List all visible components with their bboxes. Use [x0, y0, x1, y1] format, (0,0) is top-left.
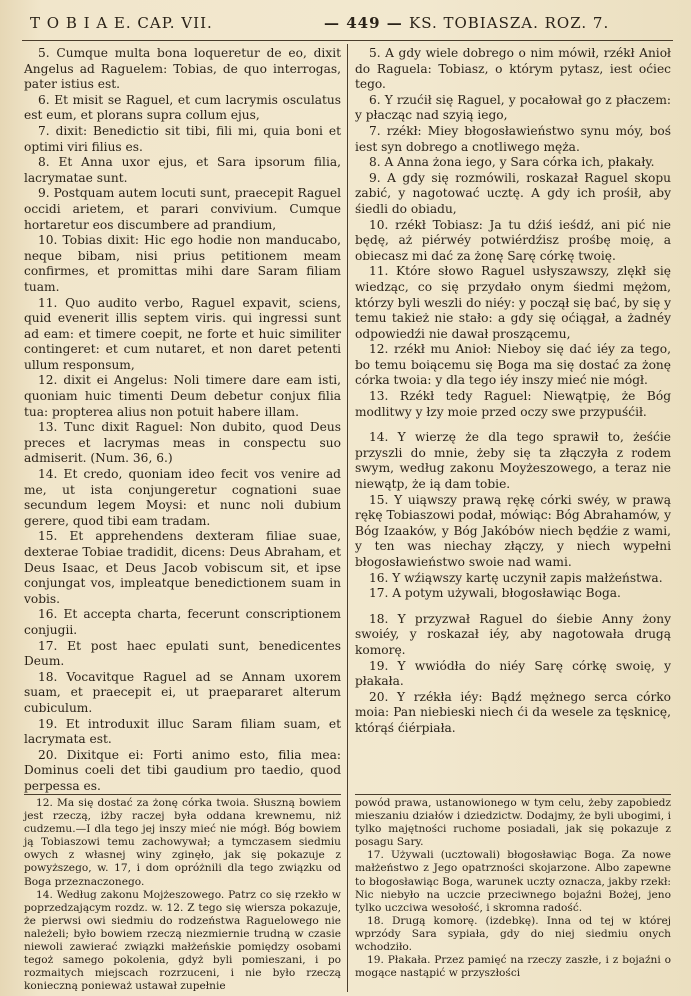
footnote: 19. Płakała. Przez pamięć na rzeczy zaszłe, i z bojaźni o mogące nastąpić w przyszłości [355, 954, 671, 980]
polish-column [355, 46, 671, 737]
header-rule [22, 40, 673, 41]
header-polish-title: KS. TOBIASZA. ROZ. 7. [409, 14, 610, 32]
polish-verse: 5. A gdy wiele dobrego o nim mówił, rzékł Anioł do Raguela: Tobiasz, o którym pytasz, iest oćiec tego. [355, 46, 671, 92]
latin-verse: 13. Tunc dixit Raguel: Non dubito, quod Deus preces et lacrymas meas in conspectu suo admiserit. (Num. 36, 6.) [24, 420, 341, 466]
polish-verse: 6. Y rzućił się Raguel, y pocałował go z płaczem: y płacząc nad szyią iego, [355, 92, 671, 123]
latin-verse: 18. Vocavitque Raguel ad se Annam uxorem suam, et praecepit ei, ut praepararet alterum cubiculum. [24, 669, 341, 715]
page-number: — 449 — [324, 14, 403, 32]
latin-verse: 5. Cumque multa bona loqueretur de eo, dixit Angelus ad Raguelem: Tobias, de quo interrogas, pater istius est. [24, 46, 341, 92]
polish-verse: 17. A potym używali, błogosławiąc Boga. [369, 586, 621, 601]
polish-verse: 16. Y wźiąwszy kartę uczynił zapis małżeństwa. [369, 570, 663, 585]
column-divider [347, 44, 348, 992]
latin-verse: 12. dixit ei Angelus: Noli timere dare eam isti, quoniam huic timenti Deum debetur conjux filia tua: propterea alius non potuit habere illam. [24, 373, 341, 419]
latin-verse: 14. Et credo, quoniam ideo fecit vos venire ad me, ut ista conjungeretur cognationi suae secundum legem Moysi: et nunc noli dubium gerere, quod tibi eam tradam. [24, 467, 341, 528]
footnote-rule-right [355, 794, 671, 795]
latin-verse: 11. Quo audito verbo, Raguel expavit, sciens, quid evenerit illis septem viris. qui ingressi sunt ad eam: et timere coepit, ne forte et huic similiter contingeret: et cum nutaret, et non daret petenti ullum responsum, [24, 295, 341, 372]
footnote: powód prawa, ustanowionego w tym celu, żeby zapobiedz mieszaniu działów i dziedzictw. Dodajmy, że byli ubogimi, i tylko majętności ruchome posiadali, jak się pokazuje z posagu Sary. [355, 797, 671, 849]
latin-verse: 20. Dixitque ei: Forti animo esto, filia mea: Dominus coeli det tibi gaudium pro taedio, quod perpessa es. [24, 747, 341, 793]
latin-verse: 7. dixit: Benedictio sit tibi, fili mi, quia boni et optimi viri filius es. [24, 123, 341, 154]
latin-column [24, 46, 341, 795]
latin-verse: 19. Et introduxit illuc Saram filiam suam, et lacrymata est. [24, 716, 341, 747]
polish-verse: 7. rzékł: Miey błogosławieństwo synu móy, boś iest syn dobrego a cnotliwego męża. [355, 123, 671, 154]
latin-verse: 9. Postquam autem locuti sunt, praecepit Raguel occidi arietem, et parari convivium. Cumque hortaretur eos discumbere ad prandium, [24, 186, 341, 232]
polish-verse: 19. Y wwiódła do niéy Sarę córkę swoię, y płakała. [355, 658, 671, 689]
running-header [24, 14, 671, 36]
polish-verse: 15. Y uiąwszy prawą rękę córki swéy, w prawą rękę Tobiaszowi podał, mówiąc: Bóg Abrahamów, y Bóg Izaaków, y Bóg Jakóbów niech będźie z wami, y ten was niechay złączy, y niech wypełni błogosławieństwo swoie nad wami. [355, 492, 671, 569]
polish-verse: 11. Które słowo Raguel usłyszawszy, zlękł się wiedząc, co się przydało onym śiedmi mężom, którzy byli weszli do niéy: y począł się bać, by się y temu takież nie stało: a gdy się oćiągał, a żadnéy odpowiedźi nie dawał proszącemu, [355, 264, 671, 341]
footnote: 12. Ma się dostać za żonę córka twoia. Słuszną bowiem jest rzeczą, iżby raczej była oddana krewnemu, niż cudzemu.—I dla tego jej inszy mieć nie mógł. Bóg bowiem ją Tobiaszowi temu zachowywał; a tymczasem siedmiu owych z własnej winy zginęło, jak się pokazuje z powyższego, w. 17, i dom opróżnili dla tego związku od Boga przeznaczonego. [24, 797, 341, 888]
latin-verse: 10. Tobias dixit: Hic ego hodie non manducabo, neque bibam, nisi prius petitionem meam confirmes, et promittas mihi dare Saram filiam tuam. [24, 233, 341, 294]
polish-verse: 20. Y rzékła iéy: Bądź mężnego serca córko moia: Pan niebieski niech ći da wesele za tęsknicę, którąś ćiérpiała. [355, 689, 671, 735]
polish-verse: 18. Y przyzwał Raguel do śiebie Anny żony swoiéy, y roskazał iéy, aby nagotowała drugą komorę. [355, 611, 671, 657]
footnote-rule-left [24, 794, 341, 795]
polish-verse: 14. Y wierzę że dla tego sprawił to, żeśćie przyszli do mnie, żeby się ta złączyła z rodem swym, według zakonu Moyżeszowego, a teraz nie niewątp, że ią dam tobie. [355, 430, 671, 492]
footnote: 18. Drugą komorę. (izdebkę). Inna od tej w której wprzódy Sara sypiała, gdy do niej siedmiu onych wchodziło. [355, 914, 671, 954]
latin-verse: 17. Et post haec epulati sunt, benedicentes Deum. [24, 638, 341, 669]
polish-verse: 9. A gdy się rozmówili, roskazał Raguel skopu zabić, y nagotować ucztę. A gdy ich prośił, aby śiedli do obiadu, [355, 170, 671, 216]
latin-verse: 16. Et accepta charta, fecerunt conscriptionem conjugii. [24, 607, 341, 637]
polish-verse: 13. Rzékł tedy Raguel: Niewątpię, że Bóg modlitwy y łzy moie przed oczy swe przypuśćił. [355, 389, 671, 419]
footnotes-right [355, 797, 671, 980]
footnotes-left [24, 797, 341, 993]
polish-verse: 12. rzékł mu Anioł: Nieboy się dać iéy za tego, bo temu boiącemu się Boga ma się dostać za żonę córka twoia: y dla tego iéy inszy mieć nie mógł. [355, 342, 671, 388]
latin-verse: 6. Et misit se Raguel, et cum lacrymis osculatus est eum, et plorans supra collum ejus, [24, 92, 341, 123]
footnote: 17. Używali (ucztowali) błogosławiąc Boga. Za nowe małżeństwo z Jego opatrzności skojarzone. Albo zapewne to błogosławiąc Boga, warunek uczty oznacza, jakby rzekł: Nic niebyło na uczcie przeciwnego bojaźni Bożej, jeno tylko uczciwa wesołość, i skromna radość. [355, 849, 671, 914]
polish-verse: 8. A Anna żona iego, y Sara córka ich, płakały. [369, 155, 655, 170]
footnote: 14. Według zakonu Mojżeszowego. Patrz co się rzekło w poprzedzającym rozdz. w. 12. Z tego się wiersza pokazuje, że pierwsi owi siedmiu do rodzeństwa Raguelowego nie należeli; było bowiem rzeczą niezmiernie trudną w czasie niewoli zawierać związki małżeńskie pomiędzy osobami tegoż samego pokolenia, gdyż byli pomieszani, i po rozmaitych miejscach rozrzuceni, i nie było rzeczą konieczną ponieważ ustawał zupełnie [24, 888, 341, 993]
polish-verse: 10. rzékł Tobiasz: Ja tu dźiś ieśdź, ani pić nie będę, aż piérwéy potwiérdźisz prośbę moię, a obiecasz mi dać za żonę Sarę córkę twoię. [355, 217, 671, 263]
latin-verse: 8. Et Anna uxor ejus, et Sara ipsorum filia, lacrymatae sunt. [24, 155, 341, 185]
header-latin-title: T O B I A E. CAP. VII. [30, 14, 213, 32]
latin-verse: 15. Et apprehendens dexteram filiae suae, dexterae Tobiae tradidit, dicens: Deus Abraham, et Deus Isaac, et Deus Jacob vobiscum sit, et ipse conjungat vos, impleatque benedictionem suam in vobis. [24, 529, 341, 606]
